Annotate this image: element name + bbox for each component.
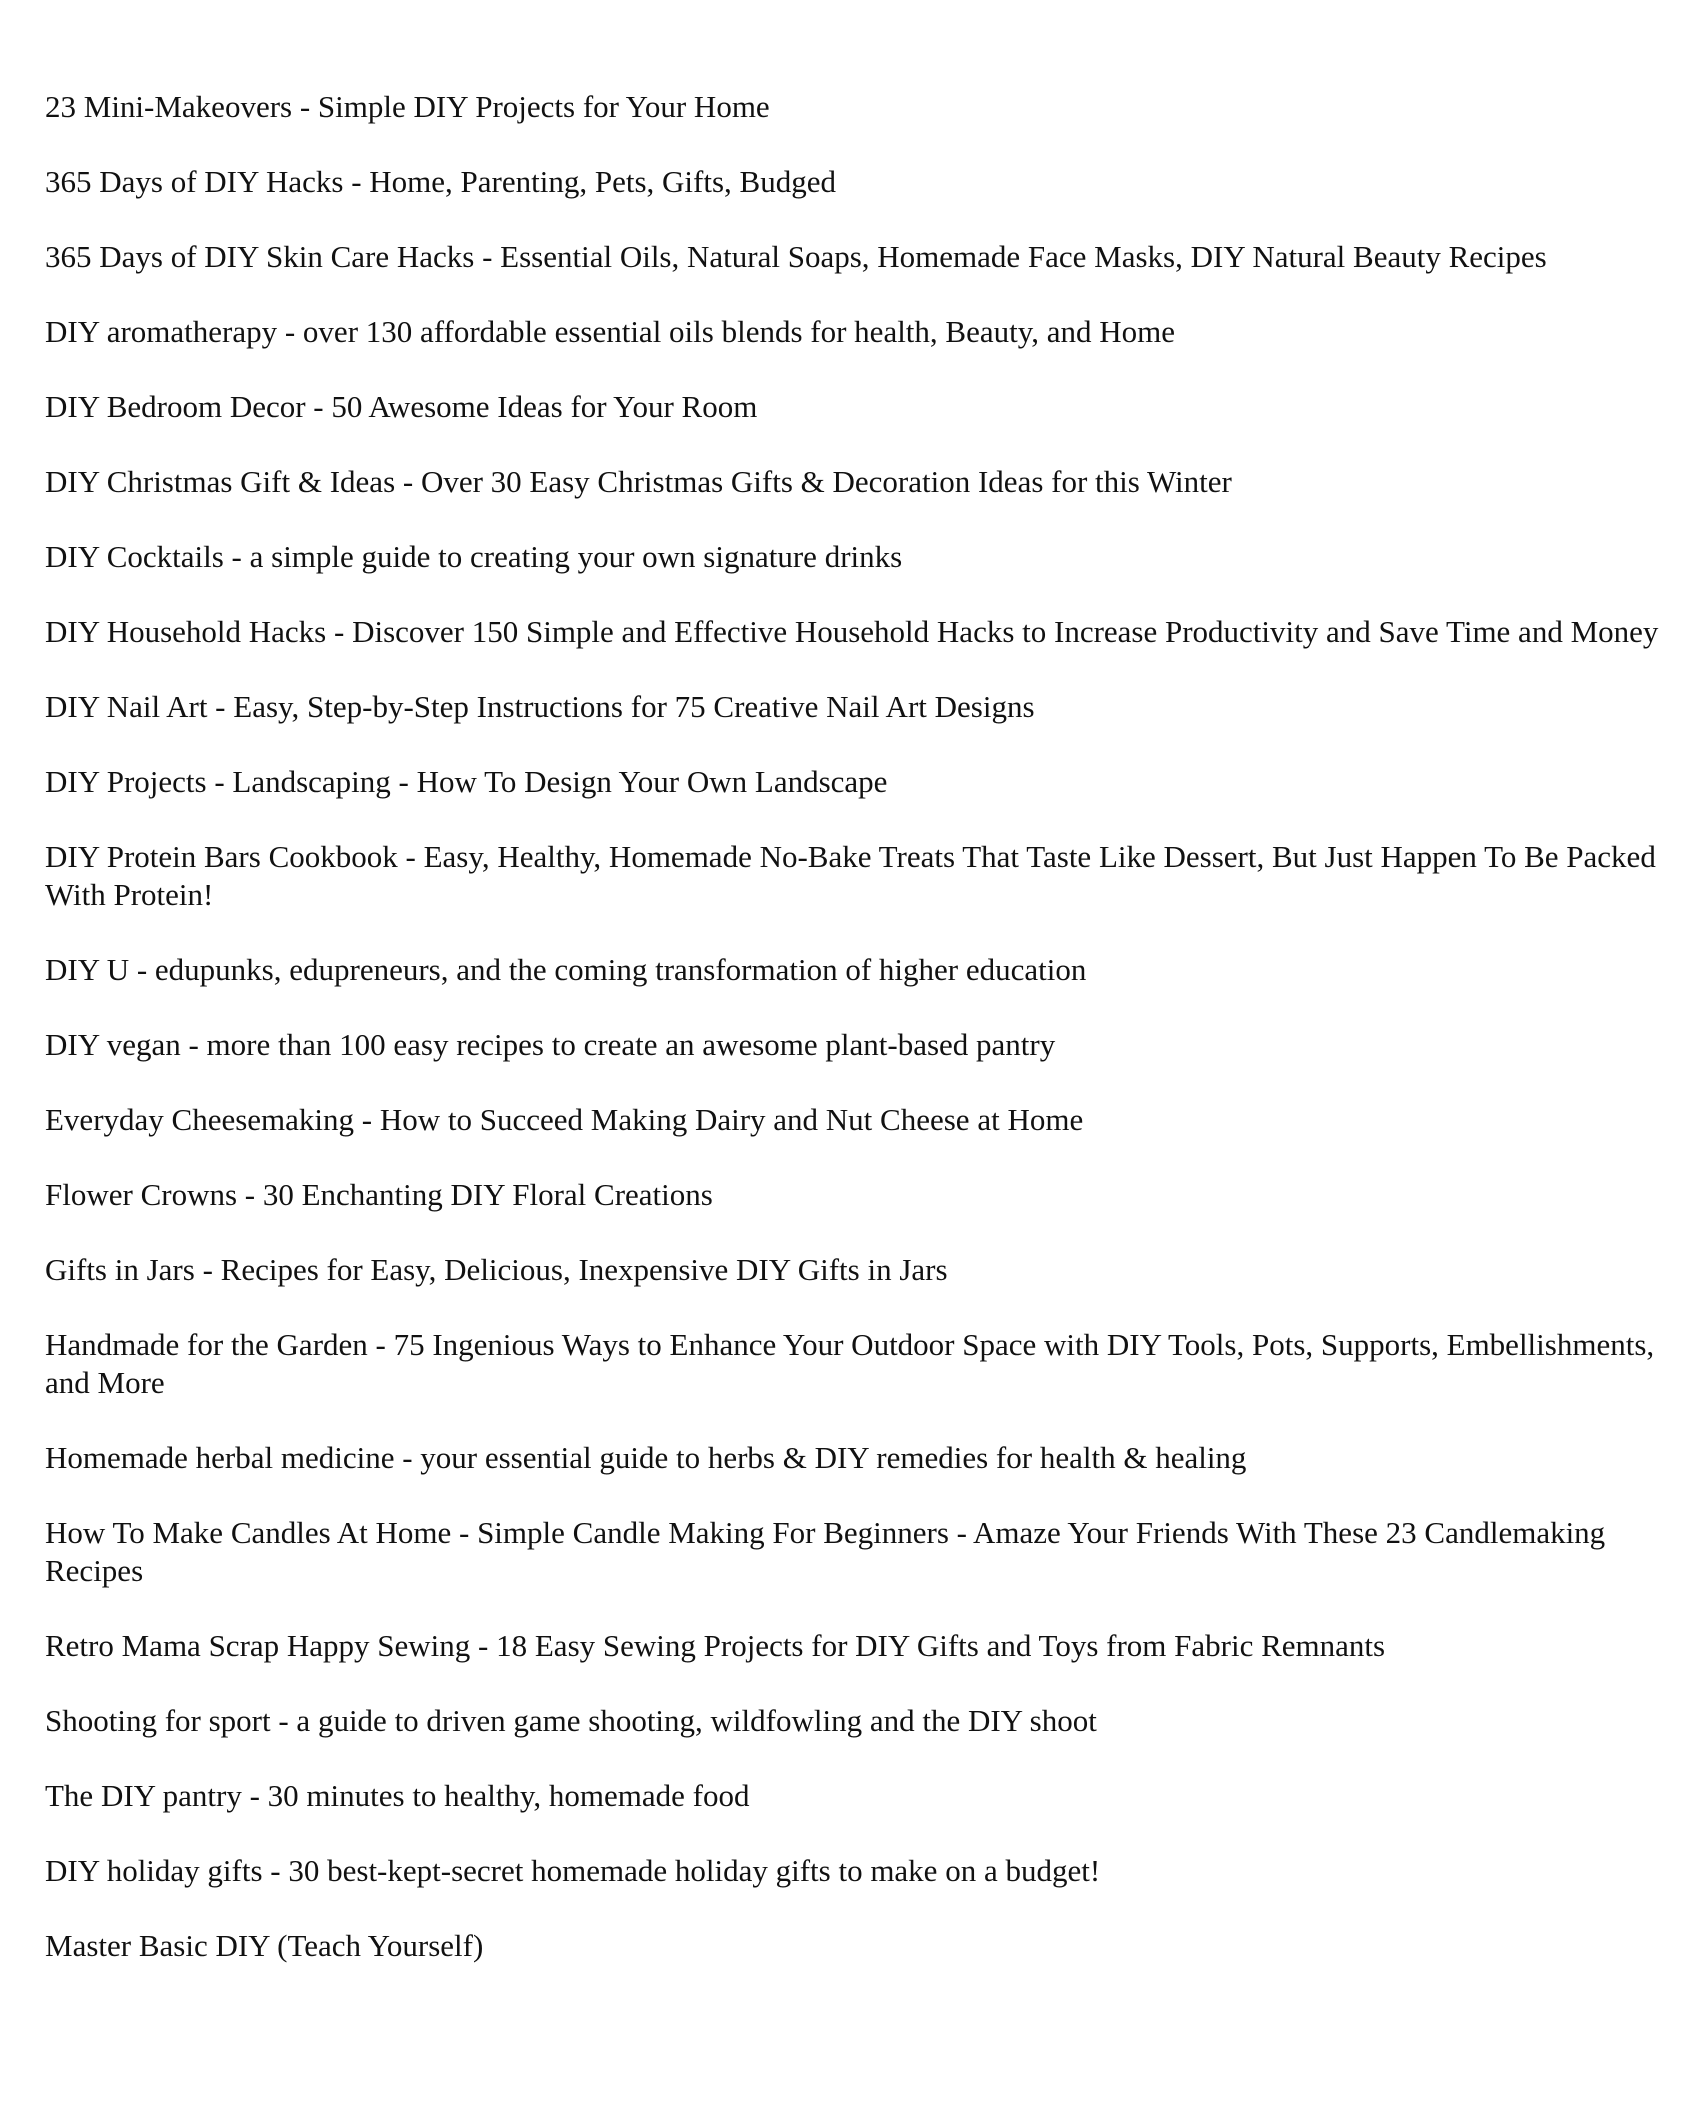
list-item: DIY Projects - Landscaping - How To Design Your Own Landscape bbox=[45, 764, 888, 799]
list-item: Handmade for the Garden - 75 Ingenious Ways to Enhance Your Outdoor Space with DIY Tools, Pots, Supports, Embellishments, and More bbox=[45, 1327, 1655, 1400]
list-item: Master Basic DIY (Teach Yourself) bbox=[45, 1928, 484, 1963]
list-item: 23 Mini-Makeovers - Simple DIY Projects for Your Home bbox=[45, 89, 770, 124]
list-item: Homemade herbal medicine - your essential guide to herbs & DIY remedies for health & healing bbox=[45, 1440, 1247, 1475]
list-item: DIY Protein Bars Cookbook - Easy, Healthy, Homemade No-Bake Treats That Taste Like Dessert, But Just Happen To Be Packed With Protein! bbox=[45, 839, 1656, 912]
list-item: DIY vegan - more than 100 easy recipes to create an awesome plant-based pantry bbox=[45, 1027, 1056, 1062]
book-title-list bbox=[45, 88, 1665, 2002]
list-item: DIY Household Hacks - Discover 150 Simple and Effective Household Hacks to Increase Productivity and Save Time and Money bbox=[45, 614, 1659, 649]
list-item: How To Make Candles At Home - Simple Candle Making For Beginners - Amaze Your Friends With These 23 Candlemaking Recipes bbox=[45, 1515, 1606, 1588]
list-item: 365 Days of DIY Skin Care Hacks - Essential Oils, Natural Soaps, Homemade Face Masks, DIY Natural Beauty Recipes bbox=[45, 239, 1547, 274]
list-item: DIY aromatherapy - over 130 affordable essential oils blends for health, Beauty, and Home bbox=[45, 314, 1175, 349]
list-item: Retro Mama Scrap Happy Sewing - 18 Easy Sewing Projects for DIY Gifts and Toys from Fabric Remnants bbox=[45, 1628, 1386, 1663]
list-item: The DIY pantry - 30 minutes to healthy, homemade food bbox=[45, 1778, 750, 1813]
list-item: DIY Nail Art - Easy, Step-by-Step Instructions for 75 Creative Nail Art Designs bbox=[45, 689, 1035, 724]
list-item: DIY Christmas Gift & Ideas - Over 30 Easy Christmas Gifts & Decoration Ideas for this Winter bbox=[45, 464, 1232, 499]
list-item: DIY U - edupunks, edupreneurs, and the coming transformation of higher education bbox=[45, 952, 1087, 987]
list-item: Everyday Cheesemaking - How to Succeed Making Dairy and Nut Cheese at Home bbox=[45, 1102, 1084, 1137]
list-item: DIY Bedroom Decor - 50 Awesome Ideas for Your Room bbox=[45, 389, 758, 424]
list-item: Shooting for sport - a guide to driven game shooting, wildfowling and the DIY shoot bbox=[45, 1703, 1097, 1738]
list-item: 365 Days of DIY Hacks - Home, Parenting, Pets, Gifts, Budged bbox=[45, 164, 836, 199]
list-item: Flower Crowns - 30 Enchanting DIY Floral Creations bbox=[45, 1177, 713, 1212]
list-item: DIY holiday gifts - 30 best-kept-secret homemade holiday gifts to make on a budget! bbox=[45, 1853, 1101, 1888]
list-item: Gifts in Jars - Recipes for Easy, Delicious, Inexpensive DIY Gifts in Jars bbox=[45, 1252, 948, 1287]
list-item: DIY Cocktails - a simple guide to creating your own signature drinks bbox=[45, 539, 903, 574]
